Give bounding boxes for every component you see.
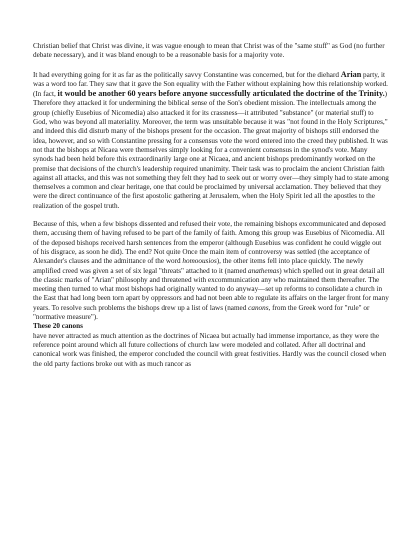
paragraph-2-text-b: party, it was a word too far. They saw that it gave the Son equality with the Father without explaining how this relationship worked. (In fact, [33, 70, 388, 99]
homoousios-term: homoousios [182, 257, 217, 266]
paragraph-3-text-c: ) which spelled out in great detail all the classic marks of "Arian" philosophy and threatened with excommunication any who maintained them thereafter. The meeting then turned to what most bishops had originally wanted to do anyway—set up reforms to consolidate a church in the East that had long been torn apart by oppressors and had not been able to regulate its affairs on the larger front for many years. To resolve such problems the bishops drew up a list of laws (named [33, 266, 389, 312]
anathemas-term: anathemas [248, 266, 280, 275]
paragraph-1: Christian belief that Christ was divine, it was vague enough to mean that Christ was of the "same stuff" as God (no further debate necessary), and it was bland enough to be a reasonable basis for a majority vote. [33, 42, 385, 60]
body-text [33, 42, 389, 369]
paragraph-2 [33, 70, 389, 211]
section-heading: These 20 canons [33, 322, 83, 331]
paragraph-3-text-b: ), the other items fell into place quickly. The newly amplified creed was given a set of six legal "threats" attached to it (named [33, 257, 364, 275]
trinity-claim: it would be another 60 years before anyone successfully articulated the doctrine of the Trinity. [57, 89, 385, 99]
paragraph-2-text-a: It had everything going for it as far as the politically savvy Constantine was concerned, but for the diehard [33, 70, 341, 79]
paragraph-3-text-d: , from the Greek word for "rule" or "normative measure"). [33, 303, 370, 322]
paragraph-2-text-c: ) Therefore they attacked it for undermining the biblical sense of the Son's obedient mission. The intellectuals among the group (chiefly Eusebius of Nicomedia) also attacked it for its crassness—it attributed "substance" (or material stuff) to God, who was beyond all materiality. Moreover, the term was unsuitable because it was "not found in the Holy Scriptures," and indeed this did disturb many of the bishops present for the occasion. The great majority of bishops still endorsed the idea, however, and so with Constantine pressing for a consensus vote the word entered into the creed they published. It was not that the bishops at Nicaea were themselves simply looking for a convenient consensus in the synod's vote. Many synods had been held before this extraordinarily large one at Nicaea, and ancient bishops predominantly worked on the premise that decisions of the church's leadership required unanimity. Their task was to proclaim the ancient Christian faith against all attacks, and this was not something they felt they had to seek out or worry over—they simply had to state among themselves a common and clear heritage, one that could be proclaimed by universal acclamation. They believed that they were the direct continuance of the first apostolic gathering at Jerusalem, when the Holy Spirit led all the apostles to the realization of the gospel truth. [33, 90, 389, 210]
arian-term: Arian [340, 69, 362, 79]
paragraph-3-text-a: Because of this, when a few bishops dissented and refused their vote, the remaining bishops excommunicated and deposed them, accusing them of having refused to be part of the family of faith. Among this group was Eusebius of Nicomedia. All of the deposed bishops received harsh sentences from the emperor (although Eusebius was confident he could wiggle out of his disgrace, as soon he did). The end? Not quite Once the main item of controversy was settled (the acceptance of Alexander's clauses and the admittance of the word [33, 220, 386, 266]
paragraph-4: have never attracted as much attention as the doctrines of Nicaea but actually had immense importance, as they were the reference point around which all future collections of church law were modeled and collated. After all doctrinal and canonical work was finished, the emperor concluded the council with great festivities. Hardly was the council closed when the old party factions broke out with as much rancor as [33, 331, 387, 368]
canons-term: canons [248, 303, 269, 312]
paragraph-3 [33, 220, 389, 322]
